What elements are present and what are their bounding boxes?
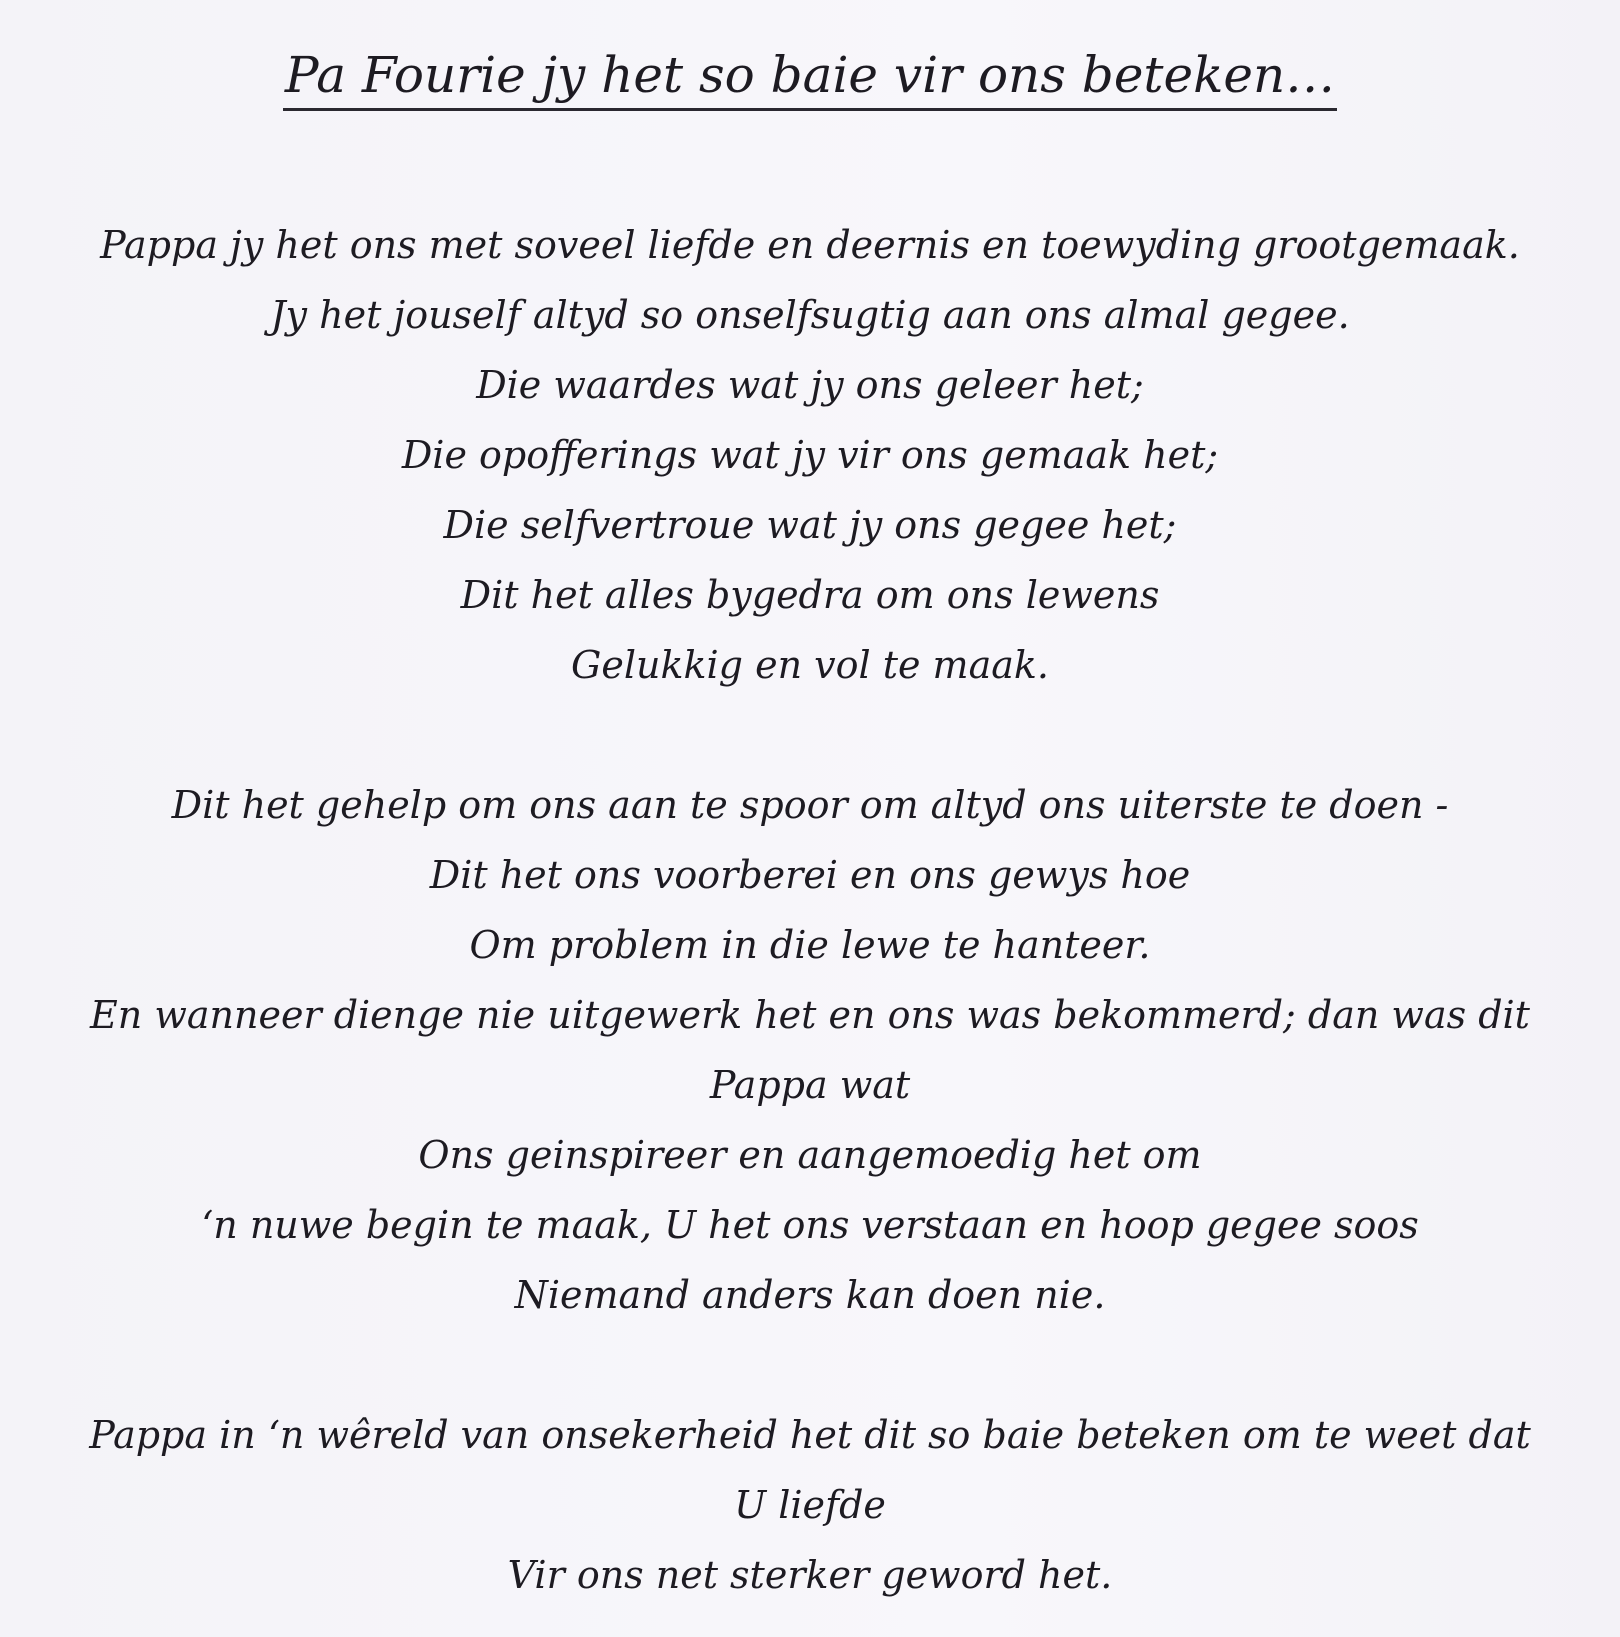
stanza-line: Pappa jy het ons met soveel liefde en deernis en toewyding grootgemaak.	[100, 223, 1520, 267]
page-title	[0, 40, 1620, 110]
stanza-line: ‘n nuwe begin te maak, U het ons verstaan en hoop gegee soos	[201, 1203, 1419, 1247]
stanza-line: Jy het jouself altyd so onselfsugtig aan ons almal gegee.	[270, 293, 1350, 337]
stanza-line: Die opofferings wat jy vir ons gemaak het;	[401, 433, 1219, 477]
stanza-line: U liefde	[734, 1483, 886, 1527]
stanza-line: Dit het gehelp om ons aan te spoor om altyd ons uiterste te doen -	[171, 783, 1449, 827]
stanza-line: Gelukkig en vol te maak.	[571, 643, 1049, 687]
stanza-line: Pappa in ‘n wêreld van onsekerheid het dit so baie beteken om te weet dat	[89, 1413, 1531, 1457]
stanza-3	[0, 1400, 1620, 1610]
stanza-line: Dit het alles bygedra om ons lewens	[460, 573, 1160, 617]
stanza-line: Om problem in die lewe te hanteer.	[469, 923, 1151, 967]
stanza-line: Vir ons net sterker geword het.	[507, 1553, 1113, 1597]
stanza-2	[0, 770, 1620, 1330]
page-title-text: Pa Fourie jy het so baie vir ons beteken…	[283, 46, 1337, 111]
stanza-line: Dit het ons voorberei en ons gewys hoe	[429, 853, 1191, 897]
stanza-line: Die selfvertroue wat jy ons gegee het;	[443, 503, 1177, 547]
stanza-line: Pappa wat	[709, 1063, 911, 1107]
stanza-1	[0, 210, 1620, 700]
stanza-line: Ons geinspireer en aangemoedig het om	[418, 1133, 1202, 1177]
stanza-line: Niemand anders kan doen nie.	[514, 1273, 1106, 1317]
stanza-line: Die waardes wat jy ons geleer het;	[476, 363, 1144, 407]
stanza-line: En wanneer dienge nie uitgewerk het en ons was bekommerd; dan was dit	[90, 993, 1530, 1037]
